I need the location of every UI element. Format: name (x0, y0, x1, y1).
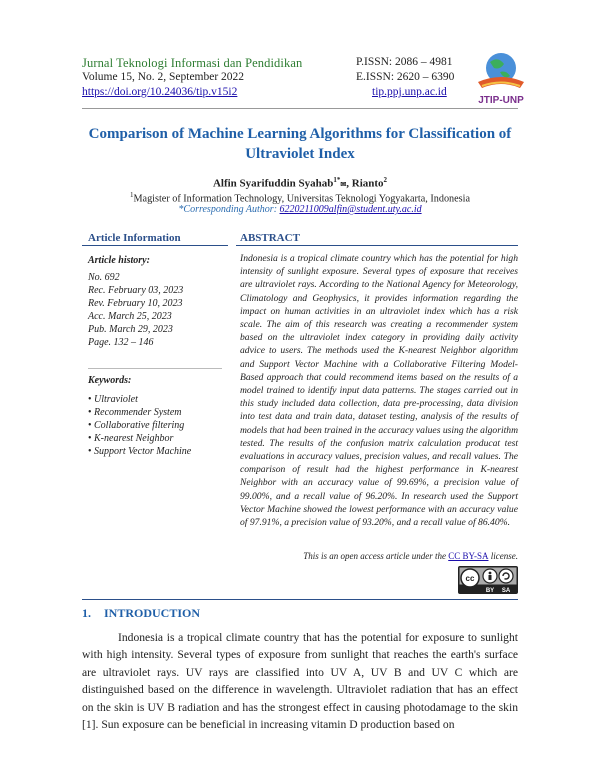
pissn: P.ISSN: 2086 – 4981 (356, 56, 453, 68)
corresponding-author: *Corresponding Author: 6220211009alfin@student.uty.ac.id (178, 204, 422, 215)
logo-text: JTIP-UNP (478, 95, 524, 106)
journal-name: Jurnal Teknologi Informasi dan Pendidikan (82, 56, 303, 70)
history-item: Page. 132 – 146 (88, 337, 154, 348)
keyword-item: • Collaborative filtering (88, 419, 228, 432)
article-info-heading: Article Information (88, 232, 181, 244)
article-info-rule (82, 245, 228, 246)
history-list (88, 271, 228, 349)
keywords-list (88, 393, 228, 458)
svg-text:cc: cc (465, 574, 475, 583)
history-item: Acc. March 25, 2023 (88, 311, 172, 322)
affiliation: $^1$Magister of Information Technology, Universitas Teknologi Yogyakarta, Indonesia (130, 191, 470, 205)
journal-website-link[interactable]: tip.ppj.unp.ac.id (372, 86, 447, 98)
cc-by-label: BY (485, 588, 495, 594)
introduction-paragraph: Indonesia is a tropical climate country that has the potential for exposure to sunlight with high intensity. Several types of exposure from sunlight that reaches the earth's surface are ultraviolet rays. UV rays are classified into UV A, UV B and UV C which are distinguished based on the difference in wavelength. Ultraviolet radiation that has an effect on the skin is UV B radiation and has the strongest effect in causing photodamage to the skin [1]. Sun exposure can be beneficial in increasing vitamin D production based on (82, 631, 518, 732)
section-heading-introduction: 1. INTRODUCTION (82, 606, 201, 620)
article-history (88, 254, 228, 349)
authors: Alfin Syarifuddin Syahab$^{1*}$✉, Rianto$^2$ (212, 176, 388, 190)
abstract-bottom-rule (82, 599, 518, 600)
keyword-item: • Ultraviolet (88, 393, 228, 406)
keyword-item: • Recommender System (88, 406, 228, 419)
history-item: Rev. February 10, 2023 (88, 298, 183, 309)
email-icon: ✉ (340, 180, 347, 189)
info-divider (88, 368, 222, 369)
header-divider (82, 108, 518, 109)
paper-title: Comparison of Machine Learning Algorithms for Classification of Ultraviolet Index (88, 126, 512, 162)
journal-logo (470, 48, 532, 108)
history-item: No. 692 (88, 272, 120, 283)
license-line: This is an open access article under the CC BY-SA license. (303, 551, 518, 561)
keywords-label: Keywords: (88, 375, 132, 386)
journal-volume: Volume 15, No. 2, September 2022 (82, 71, 245, 83)
license-link[interactable]: CC BY-SA (448, 551, 489, 561)
corresponding-email-link[interactable]: 6220211009alfin@student.uty.ac.id (279, 204, 422, 215)
doi-link[interactable]: https://doi.org/10.24036/tip.v15i2 (82, 86, 238, 98)
keyword-item: • Support Vector Machine (88, 445, 228, 458)
abstract-heading: ABSTRACT (240, 232, 300, 244)
eissn: E.ISSN: 2620 – 6390 (356, 71, 455, 83)
history-item: Rec. February 03, 2023 (88, 285, 184, 296)
cc-by-sa-badge[interactable] (458, 566, 518, 594)
cc-sa-label: SA (501, 588, 511, 594)
keywords-block (88, 374, 228, 458)
sa-icon (499, 569, 513, 583)
history-item: Pub. March 29, 2023 (88, 324, 173, 335)
abstract-text: Indonesia is a tropical climate country which has the potential for high intensity of sunlight exposure. Several types of exposure that receives are ultraviolet rays. According to the National Agency for Meteorology, Climatology and Geophysics, it provides information regarding the impact on human activities in an ultraviolet index which has a risk scale. The aim of this research was creating a recommender system based on the ultraviolet index category in providing daily activity advice to users. The methods used the K-nearest Neighbor algorithm and Support Vector Machine with a Collaborative Filtering Model-Based approach that could recommend items based on the results of a model trained to identify input data patterns. The stages carried out in this study included data collection, data pre-processing, data division into test data and train data, dataset testing, analysis of the results of models that had been trained in the accuracy values using the algorithm tested. The results of the confusion matrix calculation producat test evaluations in accuracy values, precision values, and recall values. The comparison of result had the highest performance in K-nearest Neighbor with an accuracy value of 99.69%, a precision value of 99.00%, and a recall value of 96.20%. In research used the Support Vector Machine showed the lowest performance with an accuracy value of 97.91%, a precision value of 93.20%, and a recall value of 86.40%. (240, 253, 518, 529)
keyword-item: • K-nearest Neighbor (88, 432, 228, 445)
history-label: Article history: (88, 255, 150, 266)
abstract-rule (236, 245, 518, 246)
